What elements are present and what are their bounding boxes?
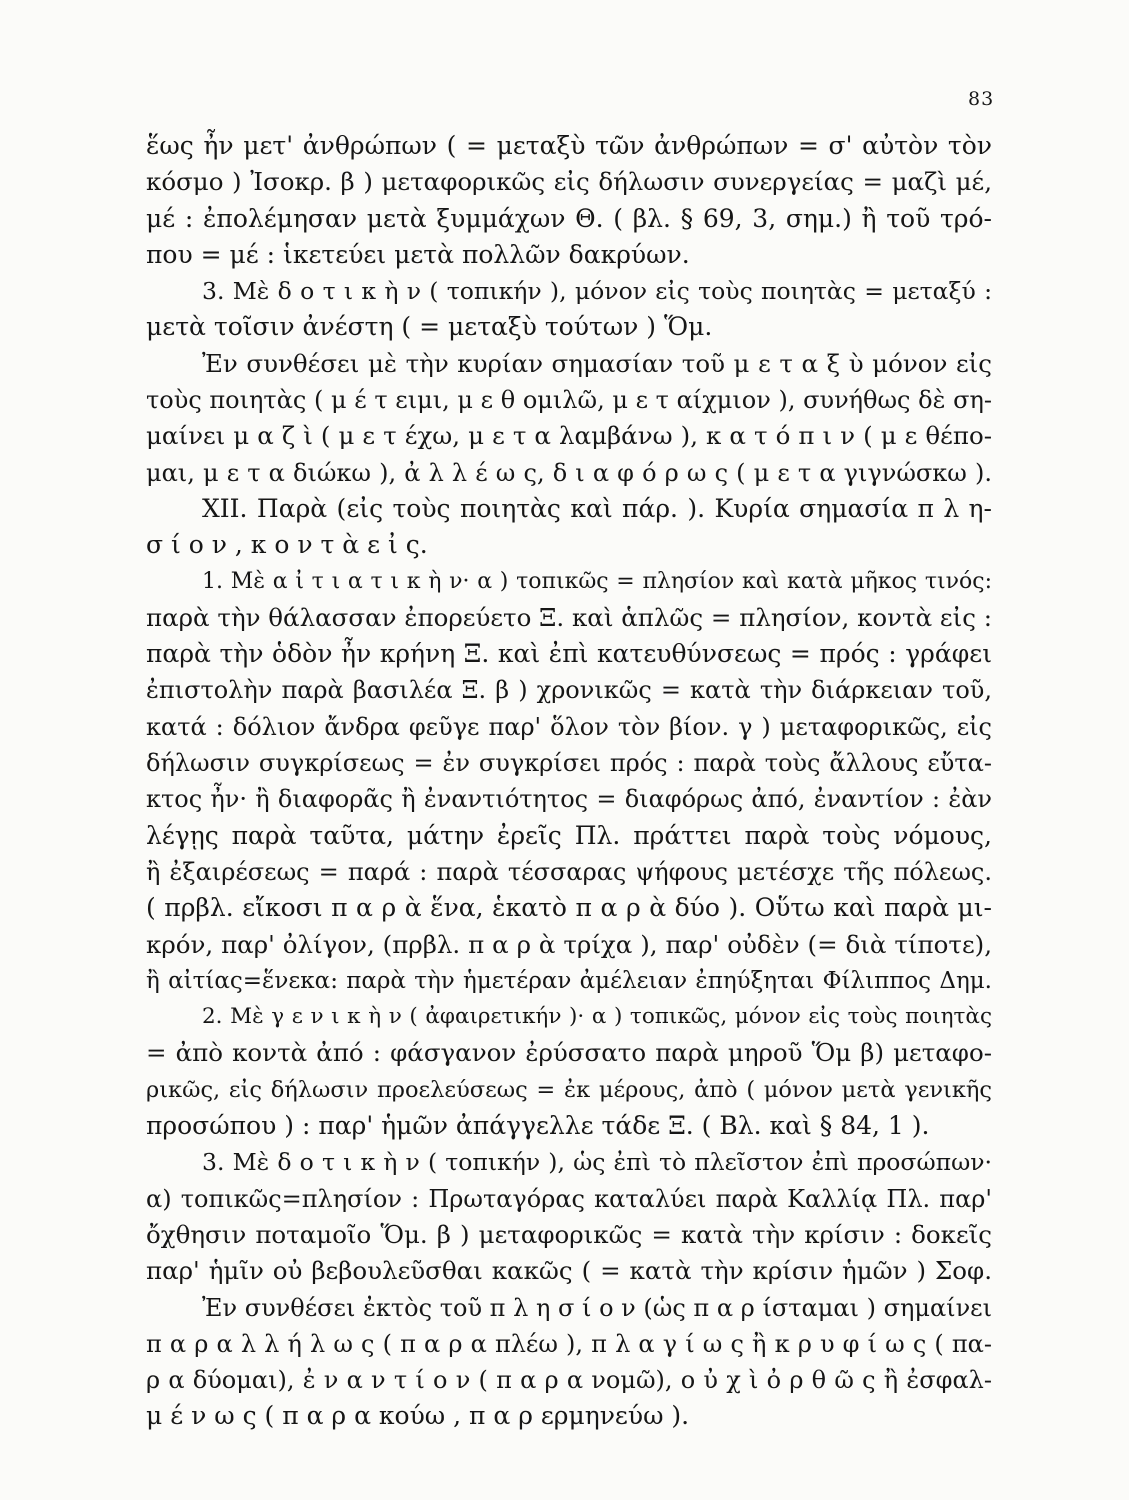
text-line: παρ' ἡμῖν οὐ βεβουλεῦσθαι κακῶς ( = κατὰ τὴν κρίσιν ἡμῶν ) Σοφ. <box>146 1256 992 1286</box>
text-line: κρόν, παρ' ὀλίγον, (πρβλ. π α ρ ὰ τρίχα ), παρ' οὐδὲν (= διὰ τίποτε), <box>146 929 992 959</box>
text-line: σ ί ο ν , κ ο ν τ ὰ ε ἰ ς. <box>146 530 428 560</box>
text-line: 3. Μὲ δ ο τ ι κ ὴ ν ( τοπικήν ), μόνον εἰς τοὺς ποιητὰς = μεταξύ : <box>202 277 992 306</box>
text-line: παρὰ τὴν θάλασσαν ἐπορεύετο Ξ. καὶ ἁπλῶς = πλησίον, κοντὰ εἰς : <box>146 602 992 632</box>
text-line: κατά : δόλιον ἄνδρα φεῦγε παρ' ὅλον τὸν βίον. γ ) μεταφορικῶς, εἰς <box>146 712 992 741</box>
text-line: λέγῃς παρὰ ταῦτα, μάτην ἐρεῖς Πλ. πράττει παρὰ τοὺς νόμους, <box>146 820 992 850</box>
body-text <box>146 128 992 1435</box>
text-line: ρ α δύομαι), ἐ ν α ν τ ί ο ν ( π α ρ α νομῶ), ο ὐ χ ὶ ὀ ρ θ ῶ ς ἢ ἐσφαλ- <box>146 1366 992 1395</box>
text-line: παρὰ τὴν ὁδὸν ἦν κρήνη Ξ. καὶ ἐπὶ κατευθύνσεως = πρός : γράφει <box>146 639 992 669</box>
text-line: μέ : ἐπολέμησαν μετὰ ξυμμάχων Θ. ( βλ. § 69, 3, σημ.) ἢ τοῦ τρό- <box>146 203 992 233</box>
page-number: 83 <box>968 88 995 110</box>
text-line: ἢ ἐξαιρέσεως = παρά : παρὰ τέσσαρας ψήφους μετέσχε τῆς πόλεως. <box>146 857 992 886</box>
text-line: μετὰ τοῖσιν ἀνέστη ( = μεταξὺ τούτων ) Ὅμ. <box>146 312 713 342</box>
text-line: XII. Παρὰ (εἰς τοὺς ποιητὰς καὶ πάρ. ). Κυρία σημασία π λ η- <box>202 493 992 523</box>
text-line: ( πρβλ. εἴκοσι π α ρ ὰ ἕνα, ἑκατὸ π α ρ ὰ δύο ). Οὕτω καὶ παρὰ μι- <box>146 893 992 923</box>
text-line: 3. Μὲ δ ο τ ι κ ὴ ν ( τοπικήν ), ὡς ἐπὶ τὸ πλεῖστον ἐπὶ προσώπων· <box>202 1148 992 1177</box>
text-line: που = μέ : ἱκετεύει μετὰ πολλῶν δακρύων. <box>146 239 690 269</box>
text-line: Ἐν συνθέσει ἐκτὸς τοῦ π λ η σ ί ο ν (ὡς π α ρ ίσταμαι ) σημαίνει <box>202 1293 992 1322</box>
text-line: τοὺς ποιητὰς ( μ έ τ ειμι, μ ε θ ομιλῶ, μ ε τ αίχμιον ), συνήθως δὲ ση- <box>146 386 992 415</box>
text-line: ρικῶς, εἰς δήλωσιν προελεύσεως = ἐκ μέρους, ἀπὸ ( μόνον μετὰ γενικῆς <box>146 1076 992 1103</box>
text-line: μ έ ν ω ς ( π α ρ α κούω , π α ρ ερμηνεύω ). <box>146 1401 690 1431</box>
text-line: α) τοπικῶς=πλησίον : Πρωταγόρας καταλύει παρὰ Καλλίᾳ Πλ. παρ' <box>146 1184 992 1213</box>
text-line: μαι, μ ε τ α διώκω ), ἀ λ λ έ ω ς, δ ι α φ ό ρ ω ς ( μ ε τ α γιγνώσκω ). <box>146 458 992 487</box>
text-line: μαίνει μ α ζ ὶ ( μ ε τ έχω, μ ε τ α λαμβάνω ), κ α τ ό π ι ν ( μ ε θέπο- <box>146 421 992 451</box>
text-line: κόσμο ) Ἰσοκρ. β ) μεταφορικῶς εἰς δήλωσιν συνεργείας = μαζὶ μέ, <box>146 167 992 197</box>
text-line: δήλωσιν συγκρίσεως = ἐν συγκρίσει πρός : παρὰ τοὺς ἄλλους εὔτα- <box>146 749 992 778</box>
text-line: ἐπιστολὴν παρὰ βασιλέα Ξ. β ) χρονικῶς = κατὰ τὴν διάρκειαν τοῦ, <box>146 676 992 705</box>
text-line: ἢ αἰτίας=ἕνεκα: παρὰ τὴν ἡμετέραν ἀμέλειαν ἐπηύξηται Φίλιππος Δημ. <box>146 967 992 994</box>
text-line: ὄχθησιν ποταμοῖο Ὅμ. β ) μεταφορικῶς = κατὰ τὴν κρίσιν : δοκεῖς <box>146 1219 992 1249</box>
text-line: προσώπου ) : παρ' ἡμῶν ἀπάγγελλε τάδε Ξ. ( Βλ. καὶ § 84, 1 ). <box>146 1111 930 1141</box>
text-line: ἕως ἦν μετ' ἀνθρώπων ( = μεταξὺ τῶν ἀνθρώπων = σ' αὐτὸν τὸν <box>146 131 992 160</box>
text-line: Ἐν συνθέσει μὲ τὴν κυρίαν σημασίαν τοῦ μ ε τ α ξ ὺ μόνον εἰς <box>202 348 992 378</box>
text-line: = ἀπὸ κοντὰ ἀπό : φάσγανον ἐρύσσατο παρὰ μηροῦ Ὅμ β) μεταφο- <box>146 1038 992 1068</box>
text-line: π α ρ α λ λ ή λ ω ς ( π α ρ α πλέω ), π λ α γ ί ω ς ἢ κ ρ υ φ ί ω ς ( πα- <box>146 1329 992 1358</box>
text-line: 1. Μὲ α ἰ τ ι α τ ι κ ὴ ν· α ) τοπικῶς = πλησίον καὶ κατὰ μῆκος τινός: <box>202 568 992 594</box>
text-line: 2. Μὲ γ ε ν ι κ ὴ ν ( ἀφαιρετικήν )· α ) τοπικῶς, μόνον εἰς τοὺς ποιητὰς <box>202 1004 992 1030</box>
text-line: κτος ἦν· ἢ διαφορᾶς ἢ ἐναντιότητος = διαφόρως ἀπό, ἐναντίον : ἐὰν <box>146 785 992 814</box>
